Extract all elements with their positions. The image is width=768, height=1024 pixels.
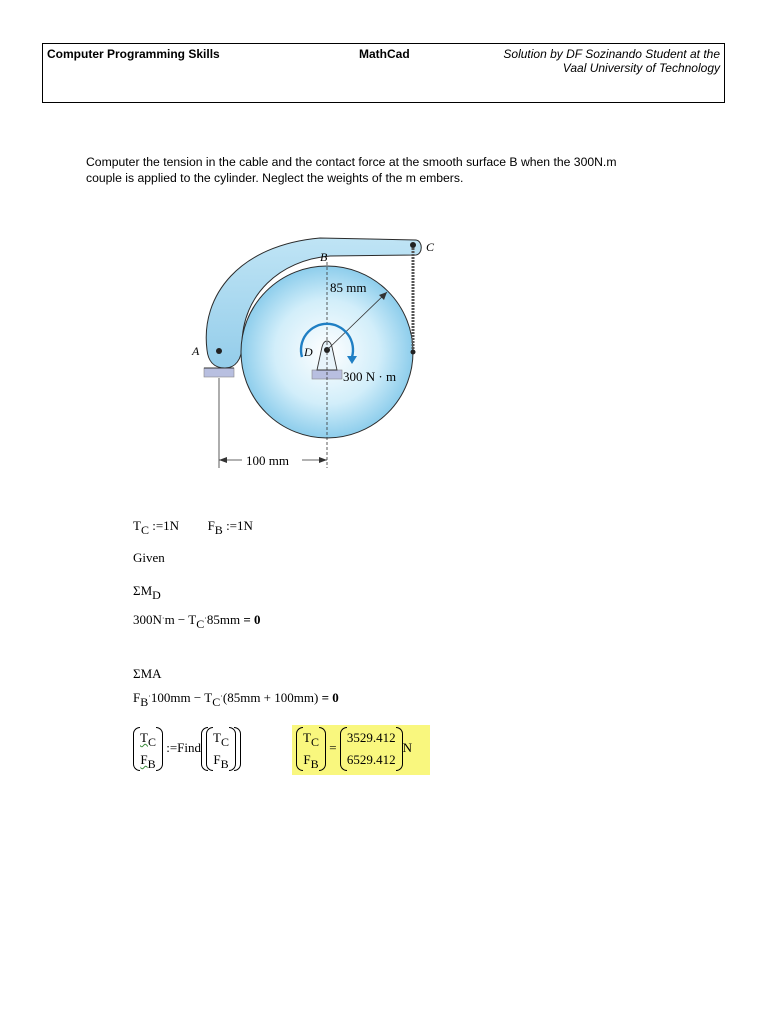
header-author xyxy=(503,47,720,75)
find-arg-fb: F xyxy=(213,752,221,767)
result-values xyxy=(340,727,403,771)
moment-label: 300 N · m xyxy=(343,369,397,384)
label-B: B xyxy=(320,250,328,264)
sum-md-symbol: ΣM xyxy=(133,583,153,598)
fb-subscript: B xyxy=(214,523,223,537)
eq2-force-sub: B xyxy=(140,695,149,709)
header-course: Computer Programming Skills xyxy=(47,47,220,61)
sum-moments-A: ΣMA xyxy=(133,666,162,681)
find-lhs-tc-sub: C xyxy=(147,735,156,749)
result-value-tc: 3529.412 xyxy=(346,730,396,745)
tc-subscript: C xyxy=(140,523,149,537)
eq1-subscript: C xyxy=(196,617,205,631)
result-value-fb: 6529.412 xyxy=(346,752,396,767)
find-args-outer xyxy=(201,727,241,771)
equation-2: FB·100mm − TC·(85mm + 100mm) = 0 xyxy=(133,690,339,709)
eq1-moment: 300N xyxy=(133,612,162,627)
header-subject: MathCad xyxy=(359,47,410,61)
find-args-vector xyxy=(206,727,236,771)
result-tc-sub: C xyxy=(310,735,319,749)
tc-symbol: T xyxy=(133,518,141,533)
result-fb-sub: B xyxy=(310,757,319,771)
result-vars xyxy=(296,727,326,771)
find-lhs-tc: T xyxy=(140,730,148,745)
header-author-line1: Solution by DF Sozinando Student at the xyxy=(503,47,720,61)
eq2-distance: (85mm + 100mm) xyxy=(222,690,319,705)
find-operator: :=Find xyxy=(162,739,202,755)
result-equals: = xyxy=(329,739,337,755)
find-lhs-fb-sub: B xyxy=(147,757,156,771)
problem-statement xyxy=(86,154,686,186)
eq1-radius: 85mm xyxy=(206,612,241,627)
result-fb: F xyxy=(303,752,311,767)
label-C: C xyxy=(426,240,435,254)
find-lhs-vector xyxy=(133,727,163,771)
result-tc: T xyxy=(303,730,311,745)
result-statement xyxy=(296,727,412,771)
mechanics-figure xyxy=(180,220,450,480)
eq2-tension-sub: C xyxy=(212,695,221,709)
label-A: A xyxy=(192,344,200,358)
support-A xyxy=(204,368,234,377)
result-unit: N xyxy=(402,739,412,755)
sum-moments-D xyxy=(133,583,161,602)
find-arg-tc-sub: C xyxy=(220,735,229,749)
label-D: D xyxy=(304,345,313,359)
header-author-line2: Vaal University of Technology xyxy=(562,61,720,75)
pin-A xyxy=(216,348,222,354)
eq1-tension: m − T xyxy=(164,612,197,627)
tc-guess: :=1N xyxy=(148,518,180,533)
eq2-force: F xyxy=(133,690,141,705)
pin-C xyxy=(410,242,416,248)
initial-guesses xyxy=(133,518,253,537)
problem-line-2: couple is applied to the cylinder. Neglect the weights of the m embers. xyxy=(86,171,464,185)
equation-1: 300N·m − TC·85mm = 0 xyxy=(133,612,261,631)
eq2-equals: = 0 xyxy=(321,690,339,705)
page-header xyxy=(42,43,725,103)
find-lhs-fb: F xyxy=(140,752,148,767)
given-keyword: Given xyxy=(133,550,165,565)
fb-guess: :=1N xyxy=(222,518,253,533)
radius-label: 85 mm xyxy=(330,280,367,295)
sum-md-subscript: D xyxy=(152,588,161,602)
cable-contact xyxy=(411,350,416,355)
find-arg-fb-sub: B xyxy=(220,757,229,771)
find-arg-tc: T xyxy=(213,730,221,745)
find-statement xyxy=(133,727,241,771)
problem-line-1: Computer the tension in the cable and the contact force at the smooth surface B when the 300N.m xyxy=(86,155,617,169)
eq2-tension: 100mm − T xyxy=(150,690,213,705)
fb-symbol: F xyxy=(207,518,215,533)
distance-label: 100 mm xyxy=(246,453,289,468)
eq1-equals: = 0 xyxy=(243,612,261,627)
